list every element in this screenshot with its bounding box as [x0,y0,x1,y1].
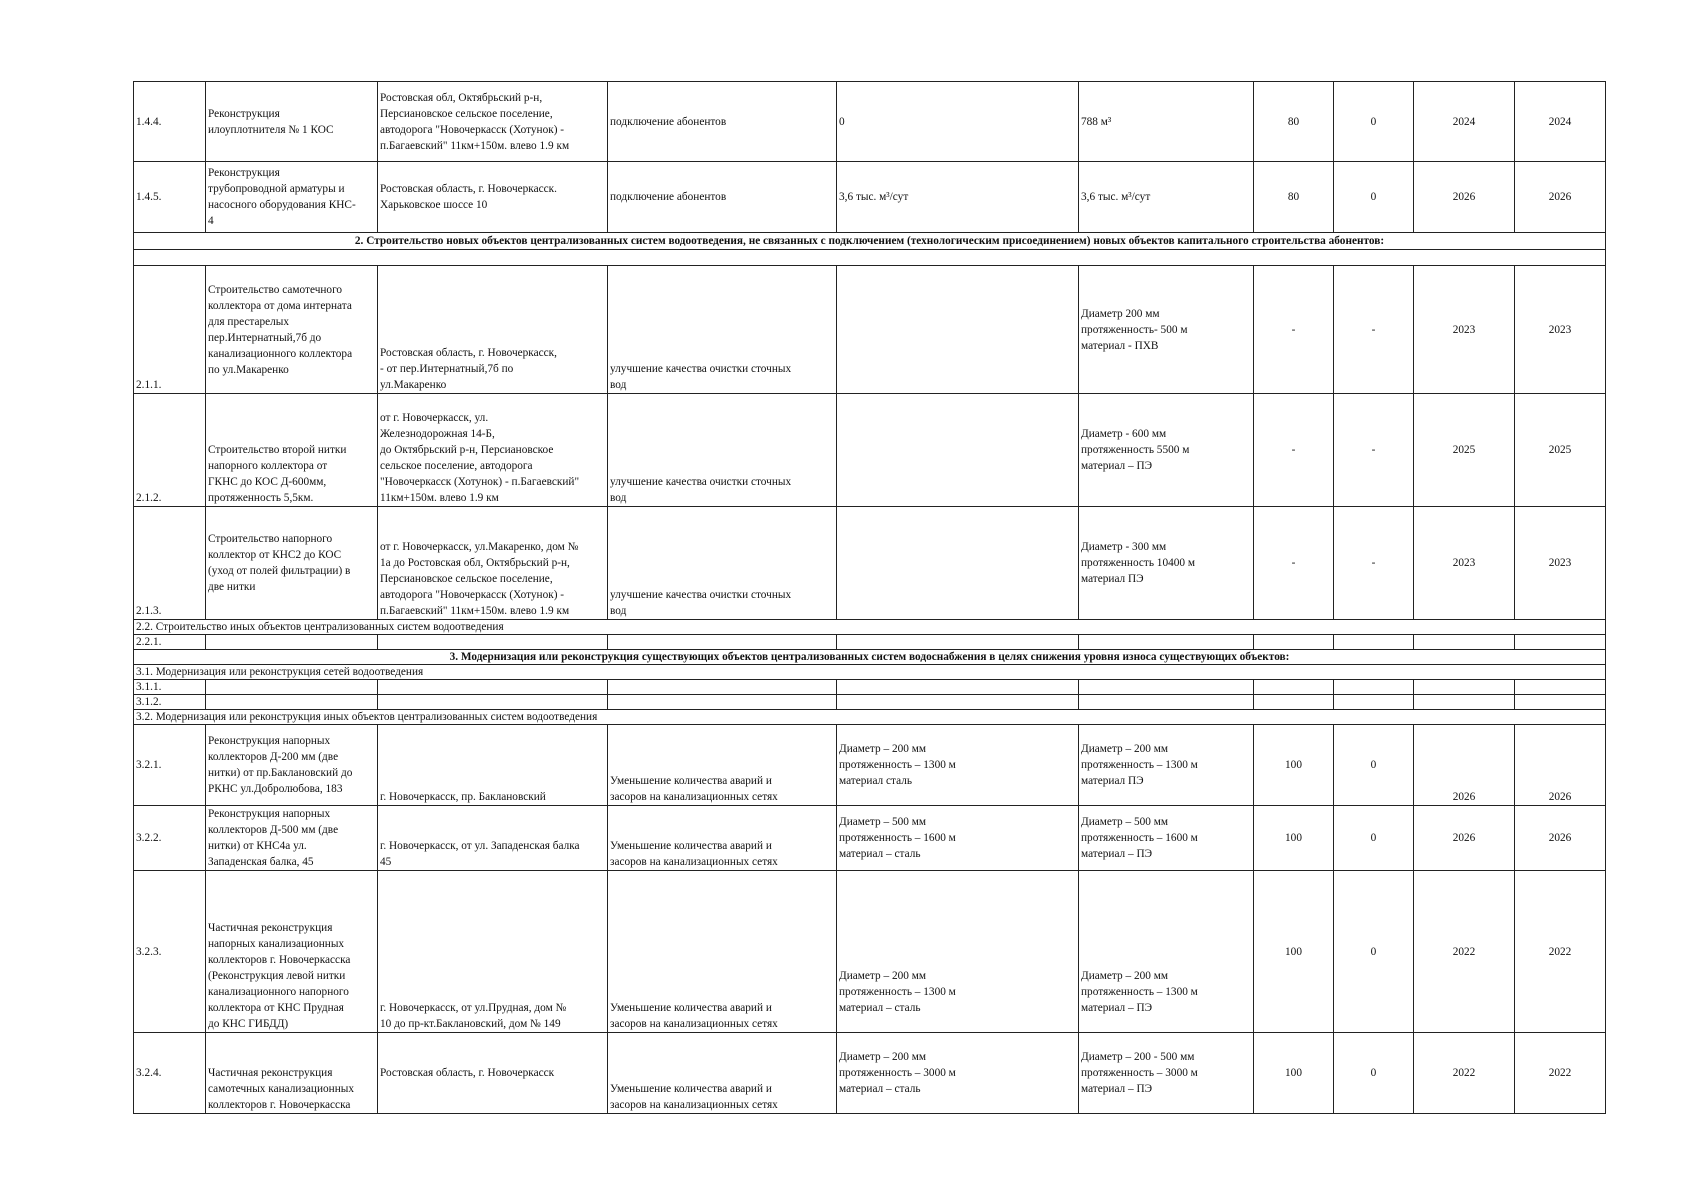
table-row [134,871,1606,1033]
params-before: Диаметр – 500 мм протяженность – 1600 м материал – сталь [837,806,1079,871]
params-before: Диаметр – 200 мм протяженность – 3000 м материал – сталь [837,1033,1079,1114]
end-year: 2025 [1515,394,1606,507]
section-3-heading: 3. Модернизация или реконструкция существующих объектов централизованных систем водоснабжения в целях снижения уровня износа существующих объектов: [134,650,1606,665]
col-8-value: 0 [1334,871,1414,1033]
params-after: Диаметр 200 мм протяженность- 500 м материал - ПХВ [1079,266,1254,394]
params-after: Диаметр - 600 мм протяженность 5500 м материал – ПЭ [1079,394,1254,507]
object-location: г. Новочеркасск, от ул. Западенская балка 45 [378,806,608,871]
subsection-3-2-heading: 3.2. Модернизация или реконструкция иных объектов централизованных систем водоотведения [134,710,1606,725]
object-location: от г. Новочеркасск, ул.Макаренко, дом № 1а до Ростовская обл, Октябрьский р-н, Персиановское сельское поселение, автодорога "Новочеркасск (Хотунок) - п.Багаевский" 11км+150м. влево 1.9 км [378,507,608,620]
col-7-value: - [1254,266,1334,394]
object-purpose: Уменьшение количества аварий и засоров на канализационных сетях [608,871,837,1033]
row-number: 3.2.1. [134,725,206,806]
col-8-value: 0 [1334,725,1414,806]
object-name: Реконструкция напорных коллекторов Д-200 мм (две нитки) от пр.Баклановский до РКНС ул.Добролюбова, 183 [206,725,378,806]
end-year: 2023 [1515,507,1606,620]
object-location: г. Новочеркасск, пр. Баклановский [378,725,608,806]
row-number: 2.1.2. [134,394,206,507]
table-row [134,725,1606,806]
section-2-heading: 2. Строительство новых объектов централизованных систем водоотведения, не связанных с подключением (технологическим присоединением) новых объектов капитального строительства абонентов: [134,233,1606,250]
params-before: Диаметр – 200 мм протяженность – 1300 м материал сталь [837,725,1079,806]
row-number: 3.2.2. [134,806,206,871]
object-name: Строительство самотечного коллектора от дома интерната для престарелых пер.Интернатный,7б до канализационного коллектора по ул.Макаренко [206,266,378,394]
subsection-3-1-heading: 3.1. Модернизация или реконструкция сетей водоотведения [134,665,1606,680]
table-row [134,266,1606,394]
params-before [837,507,1079,620]
object-location: г. Новочеркасск, от ул.Прудная, дом № 10 до пр-кт.Баклановский, дом № 149 [378,871,608,1033]
col-8-value: 0 [1334,806,1414,871]
start-year: 2026 [1414,806,1515,871]
params-after: 3,6 тыс. м³/сут [1079,162,1254,233]
col-8-value: - [1334,266,1414,394]
end-year: 2026 [1515,725,1606,806]
object-name: Частичная реконструкция самотечных канализационных коллекторов г. Новочеркасска [206,1033,378,1114]
subsection-2-2-heading: 2.2. Строительство иных объектов централизованных систем водоотведения [134,620,1606,635]
params-before: 0 [837,82,1079,162]
section-heading-row [134,650,1606,665]
params-after: 788 м³ [1079,82,1254,162]
object-name: Частичная реконструкция напорных канализационных коллекторов г. Новочеркасска (Реконструкция левой нитки канализационного напорного коллектора от КНС Прудная до КНС ГИБДД) [206,871,378,1033]
params-after: Диаметр – 200 - 500 мм протяженность – 3000 м материал – ПЭ [1079,1033,1254,1114]
subsection-row [134,620,1606,635]
object-location: Ростовская обл, Октябрьский р-н, Персиановское сельское поселение, автодорога "Новочеркасск (Хотунок) - п.Багаевский" 11км+150м. влево 1.9 км [378,82,608,162]
table-row [134,82,1606,162]
object-location: от г. Новочеркасск, ул. Железнодорожная 14-Б, до Октябрьский р-н, Персиановское сельское поселение, автодорога "Новочеркасск (Хотунок) - п.Багаевский" 11км+150м. влево 1.9 км [378,394,608,507]
col-7-value: - [1254,394,1334,507]
row-number: 2.1.3. [134,507,206,620]
table-row [134,1033,1606,1114]
row-number: 3.2.3. [134,871,206,1033]
object-purpose: подключение абонентов [608,162,837,233]
object-location: Ростовская область, г. Новочеркасск [378,1033,608,1114]
subsection-row [134,710,1606,725]
object-purpose: Уменьшение количества аварий и засоров на канализационных сетях [608,1033,837,1114]
col-8-value: - [1334,507,1414,620]
investment-program-table [133,81,1606,1114]
object-location: Ростовская область, г. Новочеркасск, - от пер.Интернатный,7б по ул.Макаренко [378,266,608,394]
col-8-value: 0 [1334,162,1414,233]
object-purpose: улучшение качества очистки сточных вод [608,394,837,507]
end-year: 2022 [1515,871,1606,1033]
row-number: 1.4.4. [134,82,206,162]
row-number: 1.4.5. [134,162,206,233]
table-row [134,806,1606,871]
start-year: 2024 [1414,82,1515,162]
row-number: 3.1.2. [134,695,206,710]
end-year: 2026 [1515,162,1606,233]
end-year: 2022 [1515,1033,1606,1114]
params-after: Диаметр – 200 мм протяженность – 1300 м материал – ПЭ [1079,871,1254,1033]
row-number: 3.2.4. [134,1033,206,1114]
params-after: Диаметр – 500 мм протяженность – 1600 м материал – ПЭ [1079,806,1254,871]
table-row [134,695,1606,710]
row-number: 2.1.1. [134,266,206,394]
start-year: 2023 [1414,266,1515,394]
object-location: Ростовская область, г. Новочеркасск. Харьковское шоссе 10 [378,162,608,233]
start-year: 2022 [1414,1033,1515,1114]
col-8-value: - [1334,394,1414,507]
end-year: 2024 [1515,82,1606,162]
col-7-value: 100 [1254,725,1334,806]
start-year: 2022 [1414,871,1515,1033]
col-7-value: 100 [1254,1033,1334,1114]
object-name: Реконструкция трубопроводной арматуры и насосного оборудования КНС- 4 [206,162,378,233]
col-8-value: 0 [1334,1033,1414,1114]
row-number: 2.2.1. [134,635,206,650]
table-row [134,507,1606,620]
end-year: 2026 [1515,806,1606,871]
col-7-value: 100 [1254,806,1334,871]
params-before [837,266,1079,394]
object-purpose: Уменьшение количества аварий и засоров на канализационных сетях [608,806,837,871]
object-name: Реконструкция напорных коллекторов Д-500 мм (две нитки) от КНС4а ул. Западенская балка, 45 [206,806,378,871]
params-before [837,394,1079,507]
empty-row [134,250,1606,266]
start-year: 2023 [1414,507,1515,620]
start-year: 2025 [1414,394,1515,507]
section-heading-row [134,233,1606,250]
start-year: 2026 [1414,162,1515,233]
col-7-value: 80 [1254,162,1334,233]
object-name: Строительство напорного коллектор от КНС2 до КОС (уход от полей фильтрации) в две нитки [206,507,378,620]
table-row [134,162,1606,233]
document-page [133,81,1605,1114]
subsection-row [134,665,1606,680]
table-row [134,680,1606,695]
object-purpose: улучшение качества очистки сточных вод [608,507,837,620]
object-name: Строительство второй нитки напорного коллектора от ГКНС до КОС Д-600мм, протяженность 5,5км. [206,394,378,507]
object-purpose: подключение абонентов [608,82,837,162]
start-year: 2026 [1414,725,1515,806]
params-before: Диаметр – 200 мм протяженность – 1300 м материал – сталь [837,871,1079,1033]
params-after: Диаметр – 200 мм протяженность – 1300 м материал ПЭ [1079,725,1254,806]
col-7-value: 80 [1254,82,1334,162]
table-row [134,635,1606,650]
params-before: 3,6 тыс. м³/сут [837,162,1079,233]
table-row [134,394,1606,507]
row-number: 3.1.1. [134,680,206,695]
col-8-value: 0 [1334,82,1414,162]
object-name: Реконструкция илоуплотнителя № 1 КОС [206,82,378,162]
params-after: Диаметр - 300 мм протяженность 10400 м материал ПЭ [1079,507,1254,620]
col-7-value: - [1254,507,1334,620]
end-year: 2023 [1515,266,1606,394]
col-7-value: 100 [1254,871,1334,1033]
object-purpose: Уменьшение количества аварий и засоров на канализационных сетях [608,725,837,806]
object-purpose: улучшение качества очистки сточных вод [608,266,837,394]
